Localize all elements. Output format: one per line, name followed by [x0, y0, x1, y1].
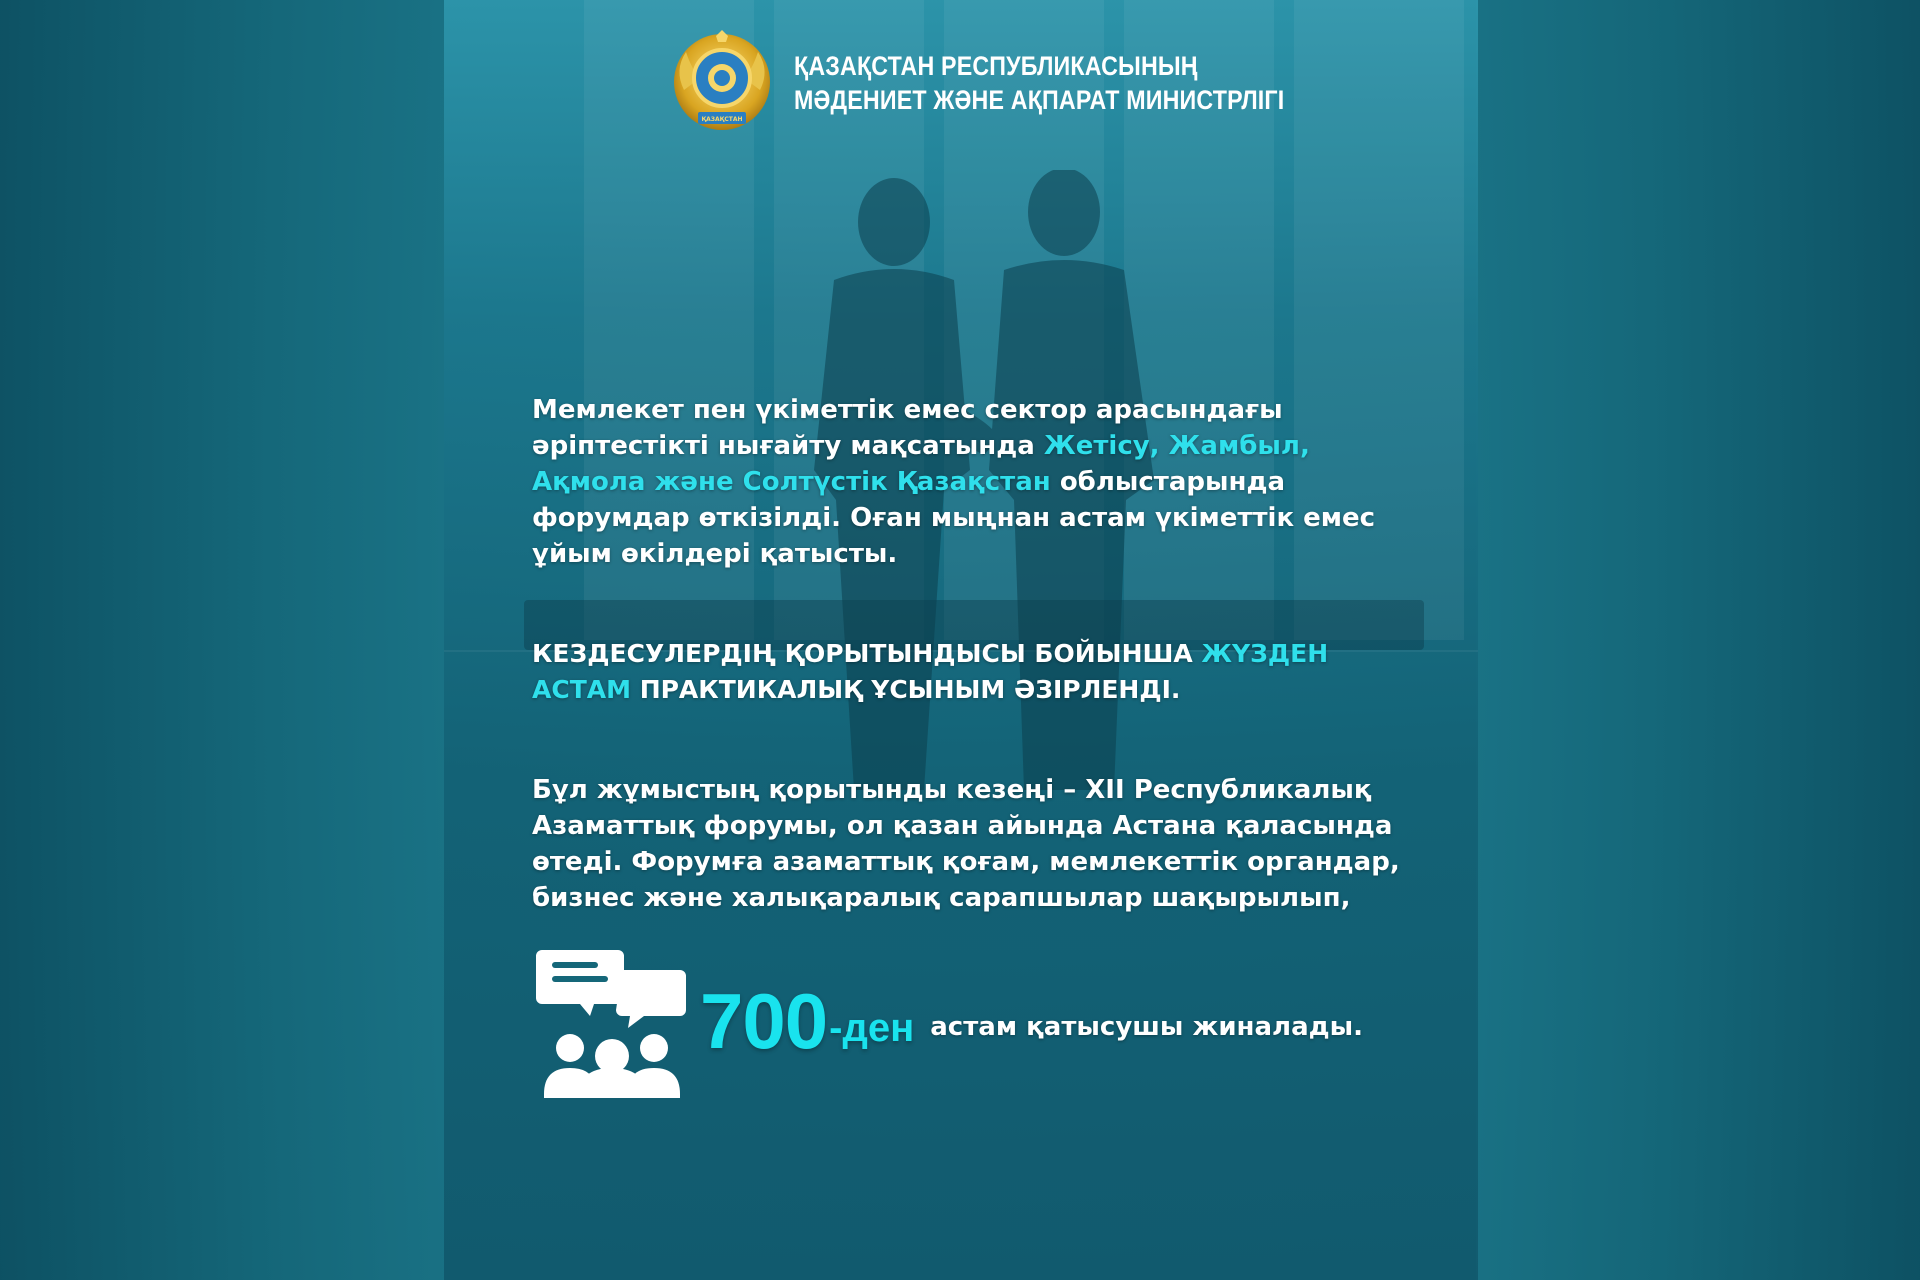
- participants-stat: [536, 944, 1363, 1098]
- paragraph-civil-forum: [532, 772, 1432, 916]
- civil-forum-text: Бұл жұмыстың қорытынды кезеңі – XII Республикалық Азаматтық форумы, ол қазан айында Астана қаласында өтеді. Форумға азаматтық қоғам, мемлекеттік органдар, бизнес және халықаралық сарапшылар шақырылып,: [532, 775, 1400, 913]
- recommendations-text: КЕЗДЕСУЛЕРДІҢ ҚОРЫТЫНДЫСЫ БОЙЫНША: [532, 639, 1202, 668]
- state-emblem-icon: [670, 30, 774, 136]
- ministry-name-line2: МӘДЕНИЕТ ЖӘНЕ АҚПАРАТ МИНИСТРЛІГІ: [794, 85, 1285, 115]
- recommendations-text-end: ПРАКТИКАЛЫҚ ҰСЫНЫМ ӘЗІРЛЕНДІ.: [630, 675, 1181, 704]
- poster: [444, 0, 1478, 1280]
- participants-text: астам қатысушы жиналады.: [930, 1012, 1364, 1042]
- participants-suffix: -ден: [829, 1006, 915, 1050]
- paragraph-forums-text-end: облыстарында форумдар өткізілді. Оған мыңнан астам үкіметтік емес ұйым өкілдері қатысты.: [532, 467, 1376, 569]
- paragraph-forums-text: Мемлекет пен үкіметтік емес сектор арасындағы әріптестікті нығайту мақсатында: [532, 395, 1283, 461]
- blurred-background-right: [1476, 0, 1920, 1280]
- paragraph-recommendations: [532, 636, 1432, 708]
- ministry-header: [670, 30, 1364, 136]
- paragraph-forums: [532, 392, 1432, 572]
- community-chat-icon: [536, 944, 688, 1098]
- participants-number: 700: [700, 977, 828, 1065]
- emblem-text: ҚАЗАҚСТАН: [701, 116, 743, 123]
- recommendations-highlight: ЖҮЗДЕН АСТАМ: [532, 639, 1329, 704]
- regions-highlight: Жетісу, Жамбыл, Ақмола және Солтүстік Қазақстан: [532, 431, 1310, 497]
- blurred-background-left: [0, 0, 444, 1280]
- ministry-name-line1: ҚАЗАҚСТАН РЕСПУБЛИКАСЫНЫҢ: [794, 51, 1198, 81]
- ministry-name: [794, 49, 1284, 117]
